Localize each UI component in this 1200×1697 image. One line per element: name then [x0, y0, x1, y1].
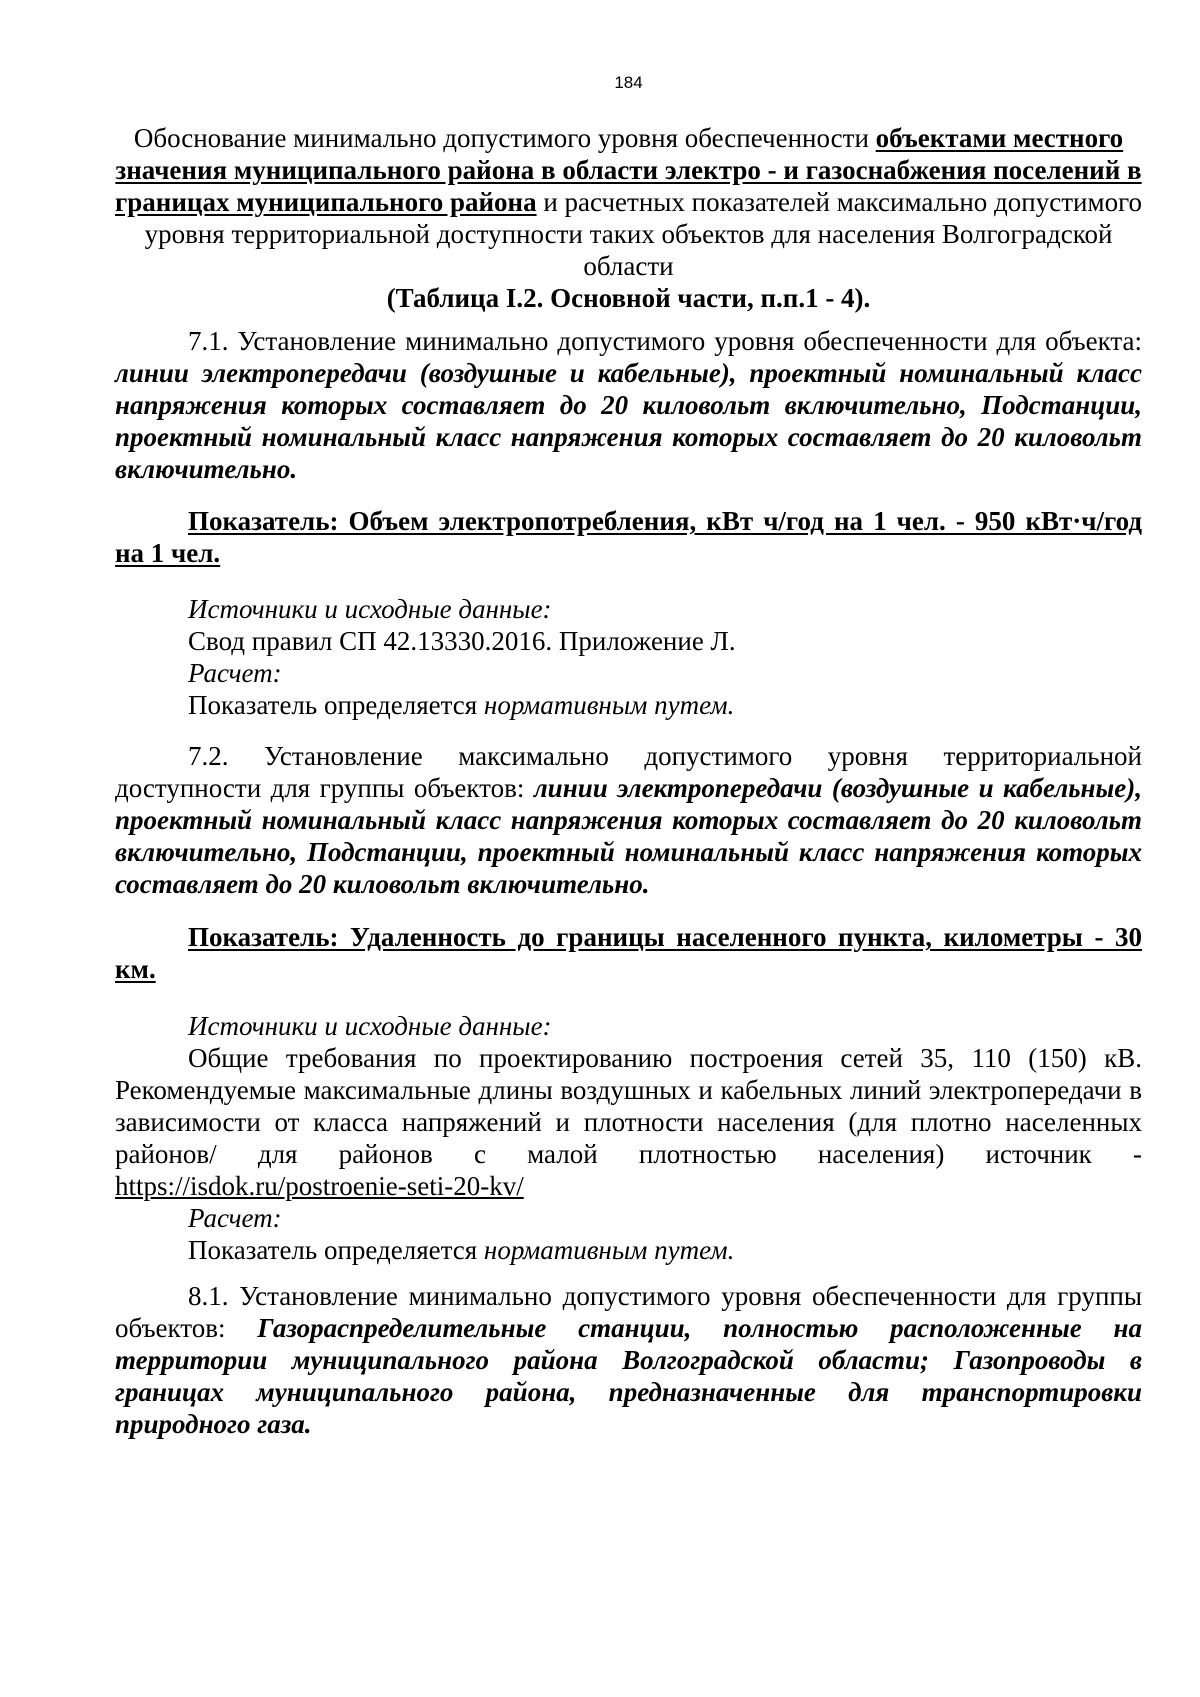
sources-text: [115, 1042, 1142, 1202]
paragraph-7-2: [115, 740, 1142, 900]
table-reference: (Таблица I.2. Основной части, п.п.1 - 4).: [386, 283, 871, 313]
title-bold-underlined: объектами местного значения муниципального района в области электро - и газоснабжения поселений в границах муниципального района: [115, 123, 1142, 217]
sources-label: Источники и исходные данные:: [188, 1011, 552, 1041]
document-page: [115, 0, 1142, 1697]
title-text: Обоснование минимально допустимого уровня обеспеченности: [133, 123, 876, 153]
indicator-text: Показатель: Удаленность до границы населенного пункта, километры - 30 км.: [115, 922, 1142, 984]
sources-label: Источники и исходные данные:: [188, 594, 552, 624]
section-title: [115, 122, 1142, 314]
indicator-1: [115, 505, 1142, 569]
calc-prefix: Показатель определяется: [188, 1235, 484, 1265]
source-link[interactable]: https://isdok.ru/postroenie-seti-20-kv/: [115, 1171, 524, 1201]
title-text-continued: и расчетных показателей максимально допустимого уровня территориальной доступности таких объектов для населения Волгоградской области: [144, 187, 1142, 281]
page-number: 184: [614, 73, 643, 92]
objects-list: линии электропередачи (воздушные и кабельные), проектный номинальный класс напряжения которых составляет до 20 киловольт включительно, Подстанции, проектный номинальный класс напряжения которых составляет до 20 киловольт включительно.: [115, 773, 1142, 899]
paragraph-7-1: [115, 325, 1142, 485]
calc-text: [115, 1234, 1142, 1266]
paragraph-lead: 7.1. Установление минимально допустимого уровня обеспеченности для объекта:: [188, 326, 1142, 356]
sources-text: Свод правил СП 42.13330.2016. Приложение Л.: [188, 626, 736, 656]
paragraph-8-1: [115, 1280, 1142, 1440]
calc-label: Расчет:: [188, 1203, 282, 1233]
paragraph-lead: 8.1. Установление минимально допустимого уровня обеспеченности для группы объектов:: [115, 1281, 1142, 1343]
objects-list: Газораспределительные станции, полностью расположенные на территории муниципального района Волгоградской области; Газопроводы в границах муниципального района, предназначенные для транспортировки природного газа.: [115, 1313, 1142, 1439]
calc-text: [115, 689, 1142, 721]
objects-list: линии электропередачи (воздушные и кабельные), проектный номинальный класс напряжения которых составляет до 20 киловольт включительно, Подстанции, проектный номинальный класс напряжения которых составляет до 20 киловольт включительно.: [115, 358, 1142, 484]
calc-prefix: Показатель определяется: [188, 690, 484, 720]
sources-block-2: [115, 1010, 1142, 1266]
indicator-2: [115, 921, 1142, 985]
indicator-text: Показатель: Объем электропотребления, кВт ч/год на 1 чел. - 950 кВт·ч/год на 1 чел.: [115, 506, 1142, 568]
paragraph-lead: 7.2. Установление максимально допустимого уровня территориальной доступности для группы объектов:: [115, 741, 1142, 803]
calc-label: Расчет:: [188, 658, 282, 688]
sources-block-1: [115, 593, 1142, 721]
calc-method: нормативным путем.: [483, 1235, 735, 1265]
calc-method: нормативным путем.: [483, 690, 735, 720]
sources-description: Общие требования по проектированию построения сетей 35, 110 (150) кВ. Рекомендуемые максимальные длины воздушных и кабельных линий электропередачи в зависимости от класса напряжений и плотности населения (для плотно населенных районов/ для районов с малой плотностью населения) источник -: [115, 1043, 1142, 1169]
